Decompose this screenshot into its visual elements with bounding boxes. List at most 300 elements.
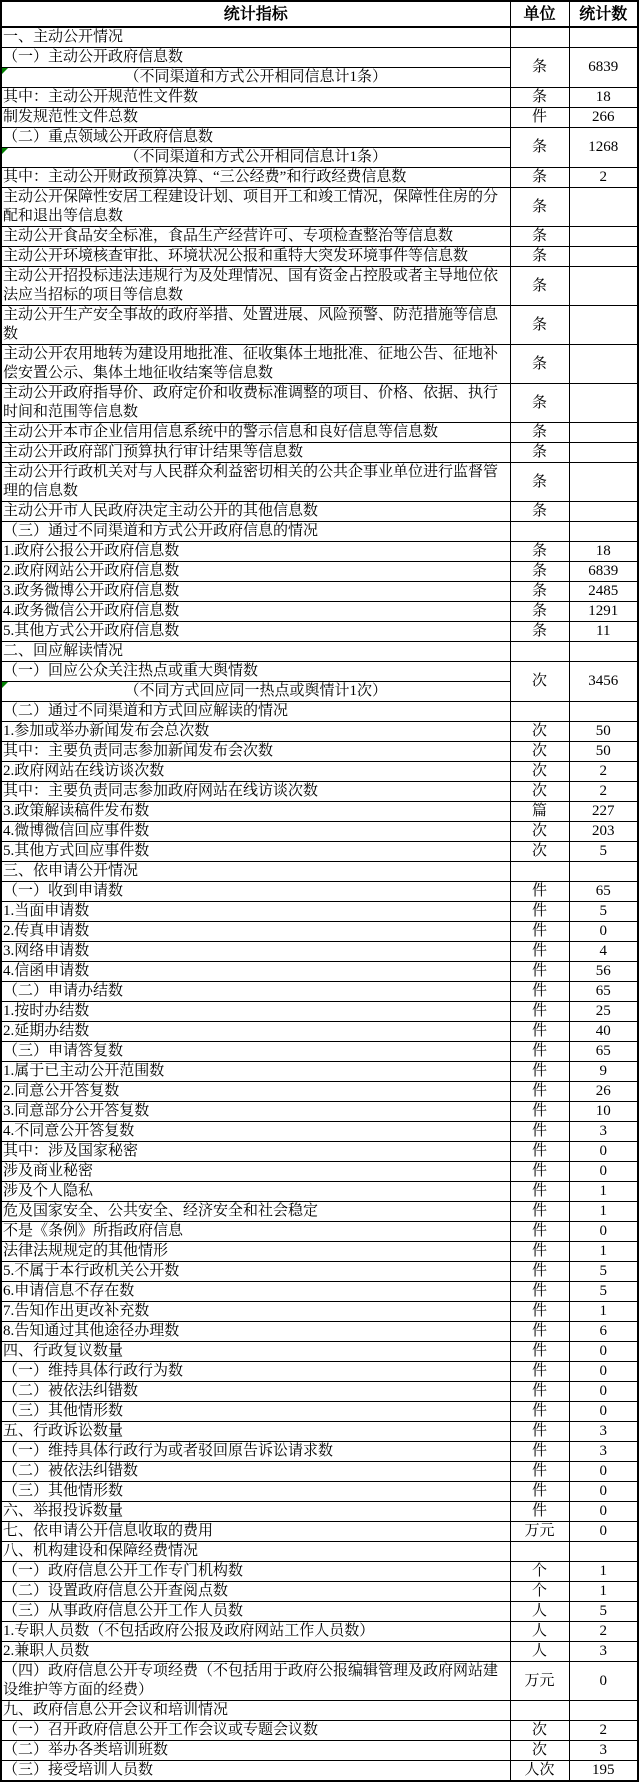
table-row (1, 1761, 638, 1782)
indicator-label: 五、行政诉讼数量 (1, 1422, 510, 1442)
indicator-label: 四、行政复议数量 (1, 1342, 510, 1362)
indicator-label: 4.信函申请数 (1, 962, 510, 982)
table-row (1, 247, 638, 267)
table-row (1, 1362, 638, 1382)
unit-cell: 件 (510, 1402, 569, 1422)
cell-error-flag-triangle-icon (2, 682, 8, 688)
count-cell: 5 (569, 1282, 638, 1302)
unit-cell: 件 (510, 1102, 569, 1122)
table-row (1, 88, 638, 108)
unit-cell: 件 (510, 1202, 569, 1222)
count-cell: 0 (569, 1502, 638, 1522)
table-row (1, 1102, 638, 1122)
table-row (1, 1342, 638, 1362)
table-row (1, 1482, 638, 1502)
count-cell: 1 (569, 1242, 638, 1262)
indicator-label: 主动公开保障性安居工程建设计划、项目开工和竣工情况，保障性住房的分配和退出等信息数 (1, 188, 510, 227)
table-row (1, 306, 638, 345)
indicator-label: 3.网络申请数 (1, 942, 510, 962)
indicator-label: 制发规范性文件总数 (1, 108, 510, 128)
indicator-label: 一、主动公开情况 (1, 27, 510, 48)
table-row (1, 1222, 638, 1242)
table-row (1, 1002, 638, 1022)
unit-cell: 万元 (510, 1522, 569, 1542)
unit-cell: 件 (510, 1422, 569, 1442)
unit-cell (510, 862, 569, 882)
unit-cell: 件 (510, 982, 569, 1002)
table-row (1, 1622, 638, 1642)
count-cell: 195 (569, 1761, 638, 1782)
indicator-label: 2.传真申请数 (1, 922, 510, 942)
indicator-label: 危及国家安全、公共安全、经济安全和社会稳定 (1, 1202, 510, 1222)
indicator-sublabel: （不同方式回应同一热点或舆情计1次） (1, 682, 510, 702)
unit-cell: 件 (510, 1382, 569, 1402)
count-cell (569, 267, 638, 306)
indicator-label: 1.专职人员数（不包括政府公报及政府网站工作人员数） (1, 1622, 510, 1642)
indicator-sublabel: （不同渠道和方式公开相同信息计1条） (1, 148, 510, 168)
count-cell: 6 (569, 1322, 638, 1342)
indicator-label: 3.政策解读稿件发布数 (1, 802, 510, 822)
count-cell: 0 (569, 1522, 638, 1542)
unit-cell: 人 (510, 1642, 569, 1662)
unit-cell: 次 (510, 722, 569, 742)
count-cell: 2 (569, 1721, 638, 1741)
table-row (1, 1442, 638, 1462)
count-cell: 0 (569, 1142, 638, 1162)
table-row (1, 1042, 638, 1062)
indicator-label: 3.同意部分公开答复数 (1, 1102, 510, 1122)
unit-cell: 条 (510, 423, 569, 443)
count-cell: 227 (569, 802, 638, 822)
count-cell: 5 (569, 1602, 638, 1622)
count-cell: 6839 (569, 562, 638, 582)
count-cell: 3 (569, 1741, 638, 1761)
unit-cell: 条 (510, 602, 569, 622)
count-cell: 40 (569, 1022, 638, 1042)
indicator-label: （一）维持具体行政行为数 (1, 1362, 510, 1382)
indicator-label: （二）举办各类培训班数 (1, 1741, 510, 1761)
indicator-label: 二、回应解读情况 (1, 642, 510, 662)
table-row (1, 522, 638, 542)
table-row (1, 722, 638, 742)
unit-cell: 件 (510, 1022, 569, 1042)
indicator-label: 主动公开市人民政府决定主动公开的其他信息数 (1, 502, 510, 522)
indicator-label: （一）收到申请数 (1, 882, 510, 902)
indicator-label: 1.属于已主动公开范围数 (1, 1062, 510, 1082)
count-cell (569, 443, 638, 463)
indicator-label: 九、政府信息公开会议和培训情况 (1, 1701, 510, 1721)
indicator-label: 其中：主要负责同志参加政府网站在线访谈次数 (1, 782, 510, 802)
count-cell: 0 (569, 922, 638, 942)
table-row (1, 423, 638, 443)
indicator-label: 4.政务微信公开政府信息数 (1, 602, 510, 622)
indicator-label: （三）从事政府信息公开工作人员数 (1, 1602, 510, 1622)
indicator-label: 三、依申请公开情况 (1, 862, 510, 882)
indicator-label: （三）接受培训人员数 (1, 1761, 510, 1782)
unit-cell (510, 702, 569, 722)
count-cell: 26 (569, 1082, 638, 1102)
table-row (1, 1242, 638, 1262)
indicator-label: 八、机构建设和保障经费情况 (1, 1542, 510, 1562)
indicator-label: 1.参加或举办新闻发布会总次数 (1, 722, 510, 742)
indicator-label: 7.告知作出更改补充数 (1, 1302, 510, 1322)
unit-cell: 件 (510, 1442, 569, 1462)
count-cell: 1 (569, 1182, 638, 1202)
table-row (1, 1182, 638, 1202)
table-row (1, 602, 638, 622)
table-header-row (1, 1, 638, 27)
count-cell (569, 1542, 638, 1562)
unit-cell: 篇 (510, 802, 569, 822)
indicator-label: 2.兼职人员数 (1, 1642, 510, 1662)
unit-cell: 条 (510, 188, 569, 227)
unit-cell: 条 (510, 48, 569, 88)
unit-cell: 件 (510, 1222, 569, 1242)
table-row (1, 1302, 638, 1322)
table-row (1, 1522, 638, 1542)
indicator-label: 5.其他方式公开政府信息数 (1, 622, 510, 642)
indicator-label: 主动公开环境核查审批、环境状况公报和重特大突发环境事件等信息数 (1, 247, 510, 267)
table-row (1, 188, 638, 227)
count-cell: 56 (569, 962, 638, 982)
indicator-label: （三）其他情形数 (1, 1402, 510, 1422)
table-row (1, 1062, 638, 1082)
indicator-label: （二）重点领域公开政府信息数 (1, 128, 510, 148)
unit-cell: 件 (510, 1142, 569, 1162)
table-row (1, 1701, 638, 1721)
unit-cell: 件 (510, 922, 569, 942)
count-cell: 266 (569, 108, 638, 128)
indicator-label: 其中：主要负责同志参加新闻发布会次数 (1, 742, 510, 762)
count-cell: 6839 (569, 48, 638, 88)
table-row (1, 128, 638, 148)
unit-cell: 条 (510, 168, 569, 188)
indicator-label: （一）政府信息公开工作专门机构数 (1, 1562, 510, 1582)
table-row (1, 1562, 638, 1582)
unit-cell: 件 (510, 902, 569, 922)
table-row (1, 782, 638, 802)
indicator-label: 5.不属于本行政机关公开数 (1, 1262, 510, 1282)
unit-cell: 件 (510, 1042, 569, 1062)
table-row (1, 1162, 638, 1182)
unit-cell: 条 (510, 502, 569, 522)
column-header-indicator: 统计指标 (1, 1, 510, 27)
table-row (1, 1402, 638, 1422)
unit-cell: 件 (510, 1462, 569, 1482)
table-row (1, 168, 638, 188)
unit-cell (510, 27, 569, 48)
unit-cell: 件 (510, 1322, 569, 1342)
table-row (1, 1422, 638, 1442)
count-cell: 3 (569, 1642, 638, 1662)
unit-cell: 次 (510, 1741, 569, 1761)
count-cell: 2 (569, 762, 638, 782)
unit-cell: 条 (510, 247, 569, 267)
unit-cell: 件 (510, 1122, 569, 1142)
unit-cell: 条 (510, 345, 569, 384)
table-row (1, 227, 638, 247)
unit-cell: 件 (510, 942, 569, 962)
indicator-label: （二）设置政府信息公开查阅点数 (1, 1582, 510, 1602)
indicator-label: 主动公开政府指导价、政府定价和收费标准调整的项目、价格、依据、执行时间和范围等信息数 (1, 384, 510, 423)
indicator-label: 其中：主动公开规范性文件数 (1, 88, 510, 108)
indicator-label: 主动公开生产安全事故的政府举措、处置进展、风险预警、防范措施等信息数 (1, 306, 510, 345)
unit-cell: 条 (510, 267, 569, 306)
table-row (1, 822, 638, 842)
unit-cell (510, 522, 569, 542)
table-row (1, 1642, 638, 1662)
table-row (1, 1582, 638, 1602)
unit-cell: 万元 (510, 1662, 569, 1701)
count-cell (569, 522, 638, 542)
count-cell (569, 188, 638, 227)
unit-cell: 件 (510, 1182, 569, 1202)
table-row (1, 1462, 638, 1482)
count-cell: 0 (569, 1482, 638, 1502)
indicator-label: 主动公开政府部门预算执行审计结果等信息数 (1, 443, 510, 463)
unit-cell: 条 (510, 88, 569, 108)
count-cell: 18 (569, 88, 638, 108)
table-row (1, 582, 638, 602)
unit-cell: 条 (510, 306, 569, 345)
table-row (1, 702, 638, 722)
unit-cell: 件 (510, 1362, 569, 1382)
table-row (1, 384, 638, 423)
unit-cell: 件 (510, 1262, 569, 1282)
table-row (1, 922, 638, 942)
count-cell: 0 (569, 1662, 638, 1701)
indicator-label: 六、举报投诉数量 (1, 1502, 510, 1522)
count-cell (569, 463, 638, 502)
unit-cell: 件 (510, 882, 569, 902)
unit-cell: 条 (510, 443, 569, 463)
count-cell: 65 (569, 982, 638, 1002)
indicator-label: 1.按时办结数 (1, 1002, 510, 1022)
count-cell (569, 384, 638, 423)
table-row (1, 1382, 638, 1402)
count-cell: 1 (569, 1302, 638, 1322)
unit-cell: 次 (510, 782, 569, 802)
indicator-label: （二）被依法纠错数 (1, 1462, 510, 1482)
unit-cell: 件 (510, 1502, 569, 1522)
count-cell: 25 (569, 1002, 638, 1022)
count-cell: 203 (569, 822, 638, 842)
indicator-label: （二）通过不同渠道和方式回应解读的情况 (1, 702, 510, 722)
unit-cell: 个 (510, 1582, 569, 1602)
table-row (1, 1202, 638, 1222)
unit-cell: 次 (510, 822, 569, 842)
indicator-label: 8.告知通过其他途径办理数 (1, 1322, 510, 1342)
unit-cell: 人次 (510, 1761, 569, 1782)
indicator-label: 主动公开农用地转为建设用地批准、征收集体土地批准、征地公告、征地补偿安置公示、集体土地征收结案等信息数 (1, 345, 510, 384)
count-cell (569, 1701, 638, 1721)
unit-cell: 件 (510, 1082, 569, 1102)
indicator-label: 其中：涉及国家秘密 (1, 1142, 510, 1162)
count-cell (569, 502, 638, 522)
unit-cell: 件 (510, 962, 569, 982)
table-row (1, 1142, 638, 1162)
count-cell: 1 (569, 1202, 638, 1222)
table-row (1, 1322, 638, 1342)
table-row (1, 562, 638, 582)
unit-cell: 条 (510, 128, 569, 168)
unit-cell: 次 (510, 662, 569, 702)
table-row (1, 902, 638, 922)
count-cell: 0 (569, 1342, 638, 1362)
table-row (1, 1542, 638, 1562)
unit-cell: 人 (510, 1622, 569, 1642)
count-cell: 0 (569, 1402, 638, 1422)
unit-cell: 次 (510, 842, 569, 862)
indicator-label: （一）主动公开政府信息数 (1, 48, 510, 68)
unit-cell: 件 (510, 1282, 569, 1302)
indicator-label: 4.不同意公开答复数 (1, 1122, 510, 1142)
count-cell (569, 642, 638, 662)
count-cell (569, 345, 638, 384)
count-cell (569, 423, 638, 443)
count-cell: 3 (569, 1442, 638, 1462)
unit-cell: 条 (510, 582, 569, 602)
count-cell: 5 (569, 902, 638, 922)
indicator-label: 5.其他方式回应事件数 (1, 842, 510, 862)
count-cell: 5 (569, 1262, 638, 1282)
indicator-label: （一）维持具体行政行为或者驳回原告诉讼请求数 (1, 1442, 510, 1462)
table-row (1, 762, 638, 782)
unit-cell: 件 (510, 1162, 569, 1182)
indicator-label: 其中：主动公开财政预算决算、“三公经费”和行政经费信息数 (1, 168, 510, 188)
table-row (1, 1082, 638, 1102)
unit-cell: 条 (510, 542, 569, 562)
indicator-label: （一）召开政府信息公开工作会议或专题会议数 (1, 1721, 510, 1741)
column-header-count: 统计数 (569, 1, 638, 27)
indicator-label: （一）回应公众关注热点或重大舆情数 (1, 662, 510, 682)
table-row (1, 1022, 638, 1042)
table-row (1, 1282, 638, 1302)
count-cell: 0 (569, 1162, 638, 1182)
indicator-label: 1.政府公报公开政府信息数 (1, 542, 510, 562)
unit-cell (510, 1542, 569, 1562)
table-row (1, 267, 638, 306)
indicator-label: 1.当面申请数 (1, 902, 510, 922)
table-row (1, 882, 638, 902)
count-cell: 50 (569, 742, 638, 762)
count-cell: 65 (569, 1042, 638, 1062)
unit-cell: 条 (510, 384, 569, 423)
count-cell: 2 (569, 168, 638, 188)
count-cell: 1268 (569, 128, 638, 168)
table-row (1, 802, 638, 822)
unit-cell: 条 (510, 227, 569, 247)
unit-cell: 条 (510, 463, 569, 502)
indicator-label: 2.同意公开答复数 (1, 1082, 510, 1102)
indicator-label: 主动公开招投标违法违规行为及处理情况、国有资金占控股或者主导地位依法应当招标的项目等信息数 (1, 267, 510, 306)
unit-cell: 次 (510, 742, 569, 762)
count-cell: 1291 (569, 602, 638, 622)
indicator-label: 不是《条例》所指政府信息 (1, 1222, 510, 1242)
table-row (1, 622, 638, 642)
count-cell: 0 (569, 1362, 638, 1382)
table-body (1, 27, 638, 1781)
table-row (1, 1122, 638, 1142)
table-row (1, 463, 638, 502)
unit-cell: 件 (510, 1002, 569, 1022)
table-row (1, 982, 638, 1002)
table-row (1, 842, 638, 862)
unit-cell: 件 (510, 1242, 569, 1262)
cell-error-flag-triangle-icon (2, 148, 8, 154)
unit-cell: 件 (510, 1342, 569, 1362)
table-row (1, 1662, 638, 1701)
count-cell: 18 (569, 542, 638, 562)
table-row (1, 962, 638, 982)
count-cell: 1 (569, 1582, 638, 1602)
table-row (1, 1602, 638, 1622)
count-cell (569, 27, 638, 48)
indicator-label: 2.延期办结数 (1, 1022, 510, 1042)
table-row (1, 1721, 638, 1741)
unit-cell: 条 (510, 622, 569, 642)
count-cell (569, 247, 638, 267)
table-row (1, 345, 638, 384)
unit-cell: 件 (510, 1062, 569, 1082)
unit-cell: 人 (510, 1602, 569, 1622)
unit-cell: 件 (510, 1482, 569, 1502)
table-row (1, 942, 638, 962)
table-row (1, 862, 638, 882)
count-cell: 3456 (569, 662, 638, 702)
count-cell: 2 (569, 1622, 638, 1642)
indicator-label: （三）通过不同渠道和方式公开政府信息的情况 (1, 522, 510, 542)
indicator-label: 2.政府网站公开政府信息数 (1, 562, 510, 582)
table-row (1, 642, 638, 662)
indicator-label: （二）被依法纠错数 (1, 1382, 510, 1402)
count-cell (569, 306, 638, 345)
unit-cell: 次 (510, 1721, 569, 1741)
indicator-label: 涉及商业秘密 (1, 1162, 510, 1182)
indicator-label: 4.微博微信回应事件数 (1, 822, 510, 842)
count-cell: 2 (569, 782, 638, 802)
table-row (1, 742, 638, 762)
indicator-label: 涉及个人隐私 (1, 1182, 510, 1202)
unit-cell (510, 642, 569, 662)
table-row (1, 443, 638, 463)
count-cell: 3 (569, 1122, 638, 1142)
count-cell (569, 227, 638, 247)
indicator-label: 3.政务微博公开政府信息数 (1, 582, 510, 602)
indicator-label: （四）政府信息公开专项经费（不包括用于政府公报编辑管理及政府网站建设维护等方面的经费） (1, 1662, 510, 1701)
table-row (1, 27, 638, 48)
table-row (1, 502, 638, 522)
count-cell: 2485 (569, 582, 638, 602)
column-header-unit: 单位 (510, 1, 569, 27)
table-row (1, 108, 638, 128)
table-header (1, 1, 638, 27)
indicator-sublabel: （不同渠道和方式公开相同信息计1条） (1, 68, 510, 88)
table-row (1, 1741, 638, 1761)
unit-cell: 个 (510, 1562, 569, 1582)
count-cell: 11 (569, 622, 638, 642)
indicator-label: 2.政府网站在线访谈次数 (1, 762, 510, 782)
unit-cell: 件 (510, 108, 569, 128)
count-cell: 0 (569, 1222, 638, 1242)
count-cell: 50 (569, 722, 638, 742)
count-cell: 65 (569, 882, 638, 902)
indicator-label: （二）申请办结数 (1, 982, 510, 1002)
unit-cell: 件 (510, 1302, 569, 1322)
count-cell: 5 (569, 842, 638, 862)
cell-error-flag-triangle-icon (2, 68, 8, 74)
count-cell: 10 (569, 1102, 638, 1122)
